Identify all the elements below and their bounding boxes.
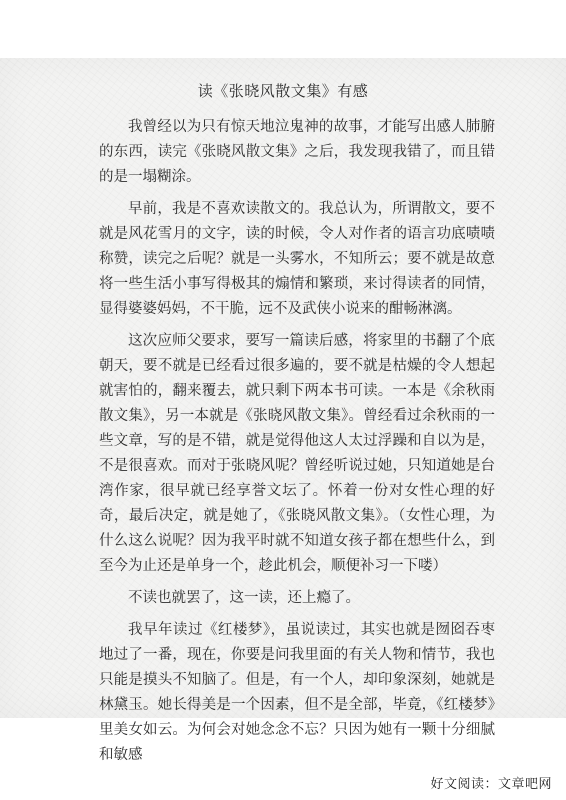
paragraph-3: 这次应师父要求，要写一篇读后感，将家里的书翻了个底朝天，要不就是已经看过很多遍的，要不就是枯燥的令人想起就害怕的，翻来覆去，就只剩下两本书可读。一本是《余秋雨散文集》，另一本就是《张晓风散文集》。曾经看过余秋雨的一些文章，写的是不错，就是觉得他这人太过浮躁和自以为是，不是很喜欢。而对于张晓风呢？曾经听说过她，只知道她是台湾作家，很早就已经享誉文坛了。怀着一份对女性心理的好奇，最后决定，就是她了，《张晓风散文集》。（女性心理，为什么这么说呢？因为我平时就不知道女孩子都在想些什么，到至今为止还是单身一个，趁此机会，顺便补习一下喽） [99,333,495,574]
paragraph-1: 我曾经以为只有惊天地泣鬼神的故事，才能写出感人肺腑的东西，读完《张晓风散文集》之后，我发现我错了，而且错的是一塌糊涂。 [99,119,495,185]
paragraph-2: 早前，我是不喜欢读散文的。我总认为，所谓散文，要不就是风花雪月的文字，读的时候，令人对作者的语言功底啧啧称赞，读完之后呢？就是一头雾水，不知所云；要不就是故意将一些生活小事写得极其的煽情和繁琐，来讨得读者的同情，显得婆婆妈妈，不干脆，远不及武侠小说来的酣畅淋漓。 [99,201,495,317]
paragraph-5: 我早年读过《红楼梦》，虽说读过，其实也就是囫囵吞枣地过了一番，现在，你要是问我里面的有关人物和情节，我也只能是摸头不知脑了。但是，有一个人，却印象深刻，她就是林黛玉。她长得美是一个因素，但不是全部，毕竟，《红楼梦》里美女如云。为何会对她念念不忘？只因为她有一颗十分细腻和敏感 [99,622,495,763]
article-title: 读《张晓风散文集》有感 [197,82,369,100]
paragraph-4: 不读也就罢了，这一读，还上瘾了。 [128,590,360,606]
source-watermark: 好文阅读：文章吧网 [430,777,552,792]
article-body [99,115,495,775]
